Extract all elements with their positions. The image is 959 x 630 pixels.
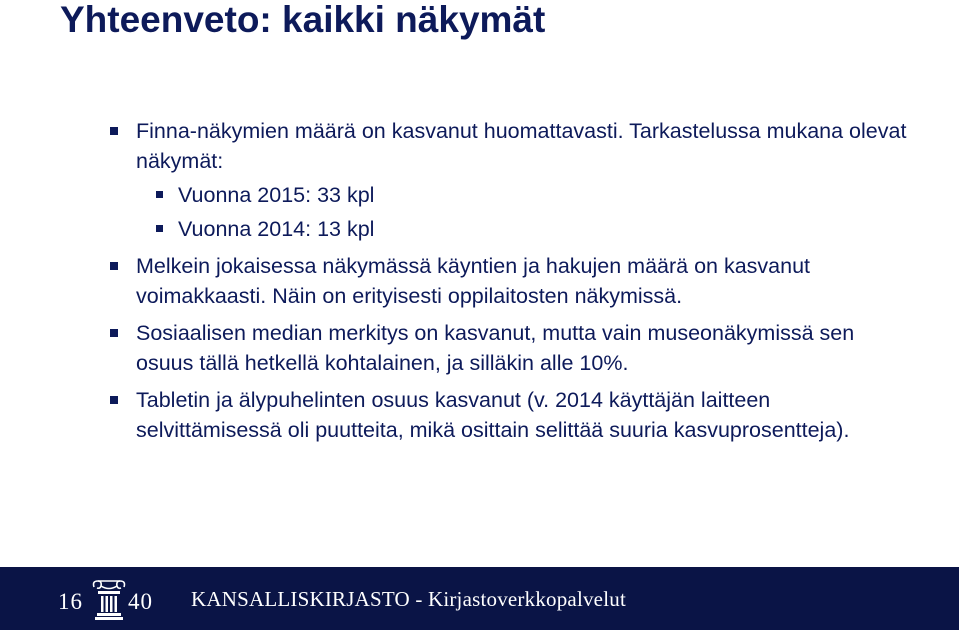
- bullet-text: Vuonna 2015: 33 kpl: [178, 183, 375, 207]
- bullet-text: Melkein jokaisessa näkymässä käyntien ja hakujen määrä on kasvanut voimakkaasti. Näin on erityisesti oppilaitosten näkymissä.: [136, 254, 811, 308]
- sub-bullet-item: [108, 214, 908, 244]
- national-library-logo: [58, 577, 160, 621]
- bullet-text: Tabletin ja älypuhelinten osuus kasvanut (v. 2014 käyttäjän laitteen selvittämisessä oli puutteita, mikä osittain selittää suuria kasvuprosentteja).: [136, 388, 850, 442]
- bullet-list: [108, 116, 908, 445]
- square-bullet-icon: [110, 396, 118, 404]
- square-bullet-icon: [110, 127, 118, 135]
- bullet-item: [108, 318, 908, 378]
- square-bullet-icon: [110, 329, 118, 337]
- column-capital-icon: [90, 577, 128, 621]
- sub-bullet-item: [108, 180, 908, 210]
- bullet-text: Finna-näkymien määrä on kasvanut huomattavasti. Tarkastelussa mukana olevat näkymät:: [136, 119, 907, 173]
- slide-title: Yhteenveto: kaikki näkymät: [60, 0, 546, 40]
- footer-bar: [0, 567, 959, 630]
- bullet-text: Sosiaalisen median merkitys on kasvanut, mutta vain museonäkymissä sen osuus tällä hetkellä kohtalainen, ja silläkin alle 10%.: [136, 321, 855, 375]
- square-bullet-icon: [156, 191, 163, 198]
- bullet-item: [108, 385, 908, 445]
- logo-year-right: 40: [128, 589, 153, 614]
- square-bullet-icon: [110, 262, 118, 270]
- footer-organization-text: KANSALLISKIRJASTO - Kirjastoverkkopalvelut: [191, 587, 626, 611]
- bullet-item: [108, 251, 908, 311]
- square-bullet-icon: [156, 225, 163, 232]
- bullet-item: [108, 116, 908, 176]
- logo-year-left: 16: [58, 589, 83, 614]
- bullet-text: Vuonna 2014: 13 kpl: [178, 217, 375, 241]
